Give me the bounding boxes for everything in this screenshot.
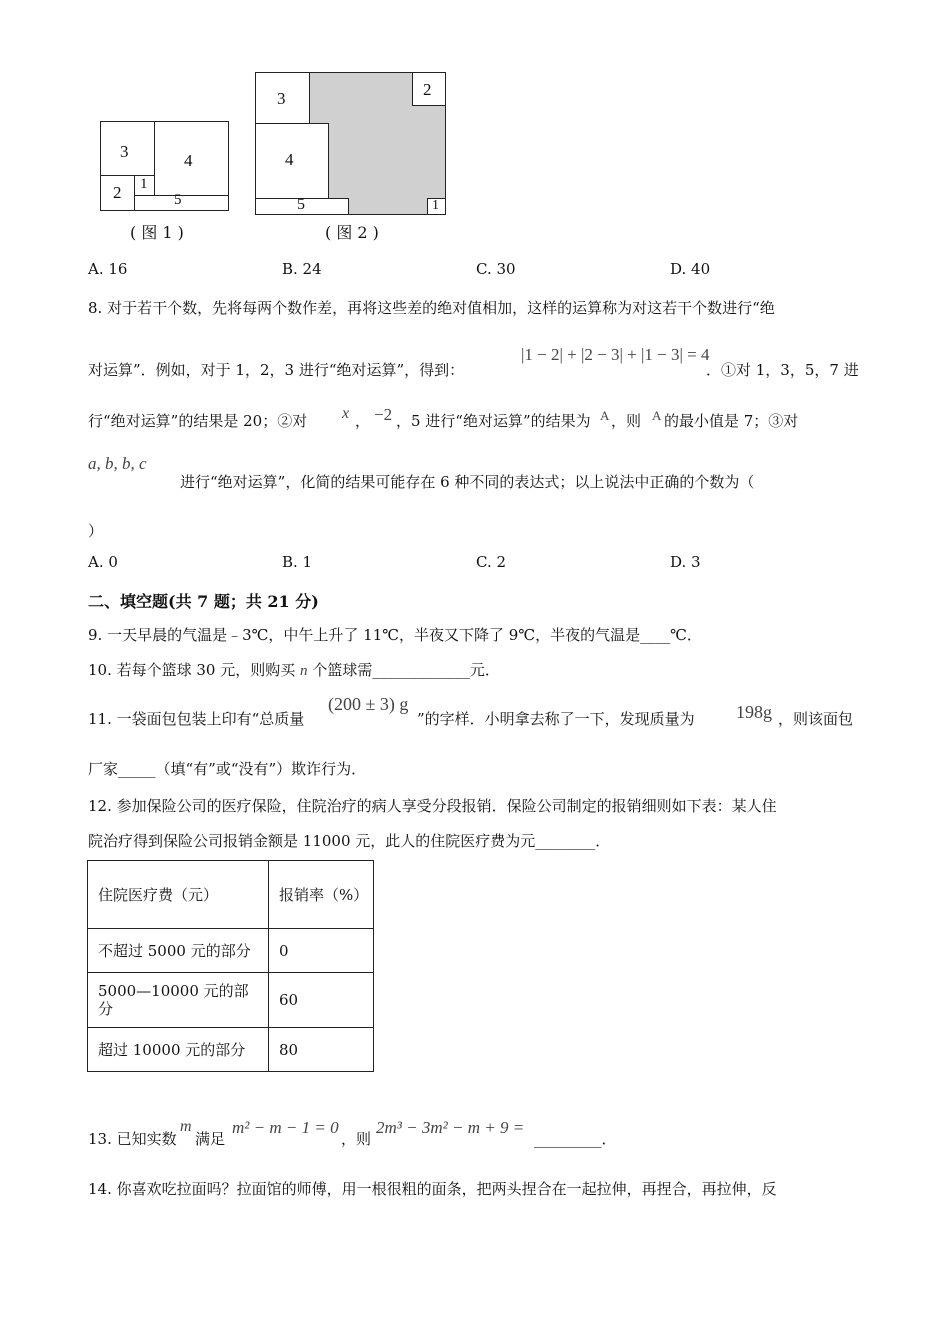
reimbursement-table bbox=[87, 860, 374, 1072]
fig2-label-3: 3 bbox=[277, 89, 286, 108]
q8-line-3c: ，则 bbox=[611, 412, 642, 430]
q13-var-m: m bbox=[180, 1118, 192, 1135]
q7-option-b[interactable]: B. 24 bbox=[282, 260, 322, 278]
table-header-row bbox=[88, 861, 374, 929]
q8-line-4: 进行“绝对运算”，化简的结果可能存在 6 种不同的表达式；以上说法中正确的个数为（ bbox=[180, 473, 755, 491]
q7-option-c[interactable]: C. 30 bbox=[476, 260, 516, 278]
fig1-label-5: 5 bbox=[174, 192, 182, 208]
q11-line-2: 厂家_____（填“有”或“没有”）欺诈行为． bbox=[88, 760, 367, 778]
q13-eq-1: m² − m − 1 = 0 bbox=[232, 1118, 339, 1137]
q10-text-b: 个篮球需_____________元． bbox=[312, 661, 500, 679]
q8-neg2: −2 bbox=[374, 405, 393, 424]
table-cell-fee: 5000—10000 元的部分 bbox=[88, 973, 269, 1028]
table-cell-fee: 超过 10000 元的部分 bbox=[88, 1028, 269, 1072]
figure-2 bbox=[255, 72, 446, 215]
q8-var-a-2: A bbox=[652, 408, 662, 423]
q8-line-2b: ．①对 1，3，5，7 进 bbox=[706, 361, 859, 379]
q14-text: 14. 你喜欢吃拉面吗？拉面馆的师傅，用一根很粗的面条，把两头捏合在一起拉伸，再捏合，再拉伸，反 bbox=[88, 1180, 777, 1198]
q11-math-range: (200 ± 3) g bbox=[328, 694, 409, 714]
table-cell-rate: 80 bbox=[269, 1028, 374, 1072]
q8-var-x: x bbox=[342, 405, 350, 422]
q11-text-b: ”的字样．小明拿去称了一下，发现质量为 bbox=[417, 710, 695, 728]
q13-text-d: _________． bbox=[534, 1130, 617, 1148]
table-row bbox=[88, 973, 374, 1028]
q8-option-a[interactable]: A. 0 bbox=[88, 553, 118, 571]
q13-text-a: 13. 已知实数 bbox=[88, 1130, 177, 1148]
q8-line-3a: 行“绝对运算”的结果是 20；②对 bbox=[88, 412, 308, 430]
q8-line-3d: 的最小值是 7；③对 bbox=[664, 412, 799, 430]
q8-line-3b: ，5 进行“绝对运算”的结果为 bbox=[396, 412, 591, 430]
fig2-label-5: 5 bbox=[297, 196, 305, 213]
table-cell-fee: 不超过 5000 元的部分 bbox=[88, 929, 269, 973]
fig2-label-1: 1 bbox=[432, 198, 439, 213]
q13-text-b: 满足 bbox=[195, 1130, 226, 1148]
fig1-rect-5 bbox=[134, 195, 229, 211]
q7-option-a[interactable]: A. 16 bbox=[88, 260, 128, 278]
fig1-label-1: 1 bbox=[140, 176, 148, 192]
q9-text: 9. 一天早晨的气温是﹣3℃，中午上升了 11℃，半夜又下降了 9℃，半夜的气温是____℃． bbox=[88, 626, 702, 644]
q10-var-n: n bbox=[300, 663, 308, 679]
q11-math-198g: 198g bbox=[736, 702, 772, 722]
fig2-label-2: 2 bbox=[423, 80, 432, 99]
q8-line-1: 8. 对于若干个数，先将每两个数作差，再将这些差的绝对值相加，这样的运算称为对这若干个数进行“绝 bbox=[88, 299, 775, 317]
q8-var-a-1: A bbox=[600, 408, 610, 423]
fig2-label-4: 4 bbox=[285, 150, 294, 169]
q8-option-b[interactable]: B. 1 bbox=[282, 553, 313, 571]
q8-vars-abbc: a, b, b, c bbox=[88, 454, 147, 473]
table-header-fee: 住院医疗费（元） bbox=[88, 861, 269, 929]
q13-eq-2: 2m³ − 3m² − m + 9 = bbox=[376, 1118, 525, 1137]
q8-comma-1: ， bbox=[355, 412, 371, 430]
q7-option-d[interactable]: D. 40 bbox=[670, 260, 711, 278]
q10-text-a: 10. 若每个篮球 30 元，则购买 bbox=[88, 661, 296, 679]
q8-math-example: |1 − 2| + |2 − 3| + |1 − 3| = 4 bbox=[521, 345, 710, 364]
fig1-caption: ( 图 1 ) bbox=[130, 223, 184, 242]
section-2-title: 二、填空题(共 7 题；共 21 分) bbox=[88, 592, 319, 611]
table-cell-rate: 60 bbox=[269, 973, 374, 1028]
q8-line-5: ） bbox=[88, 522, 104, 540]
q8-option-c[interactable]: C. 2 bbox=[476, 553, 507, 571]
fig1-label-3: 3 bbox=[120, 142, 129, 161]
q12-line-1: 12. 参加保险公司的医疗保险，住院治疗的病人享受分段报销．保险公司制定的报销细则如下表：某人住 bbox=[88, 797, 777, 815]
q11-text-a: 11. 一袋面包包装上印有“总质量 bbox=[88, 710, 305, 728]
q8-option-d[interactable]: D. 3 bbox=[670, 553, 701, 571]
fig1-label-4: 4 bbox=[184, 151, 193, 170]
figure-1 bbox=[100, 121, 229, 211]
table-header-rate: 报销率（%） bbox=[269, 861, 374, 929]
q8-line-2a: 对运算”．例如，对于 1，2，3 进行“绝对运算”，得到： bbox=[88, 361, 465, 379]
fig2-caption: ( 图 2 ) bbox=[325, 223, 379, 242]
table-cell-rate: 0 bbox=[269, 929, 374, 973]
fig1-label-2: 2 bbox=[113, 183, 122, 202]
q11-text-c: ，则该面包 bbox=[778, 710, 854, 728]
q12-line-2: 院治疗得到保险公司报销金额是 11000 元，此人的住院医疗费为元________． bbox=[88, 832, 611, 850]
table-row bbox=[88, 929, 374, 973]
q10-line bbox=[88, 659, 500, 680]
q13-text-c: ，则 bbox=[341, 1130, 372, 1148]
table-row bbox=[88, 1028, 374, 1072]
